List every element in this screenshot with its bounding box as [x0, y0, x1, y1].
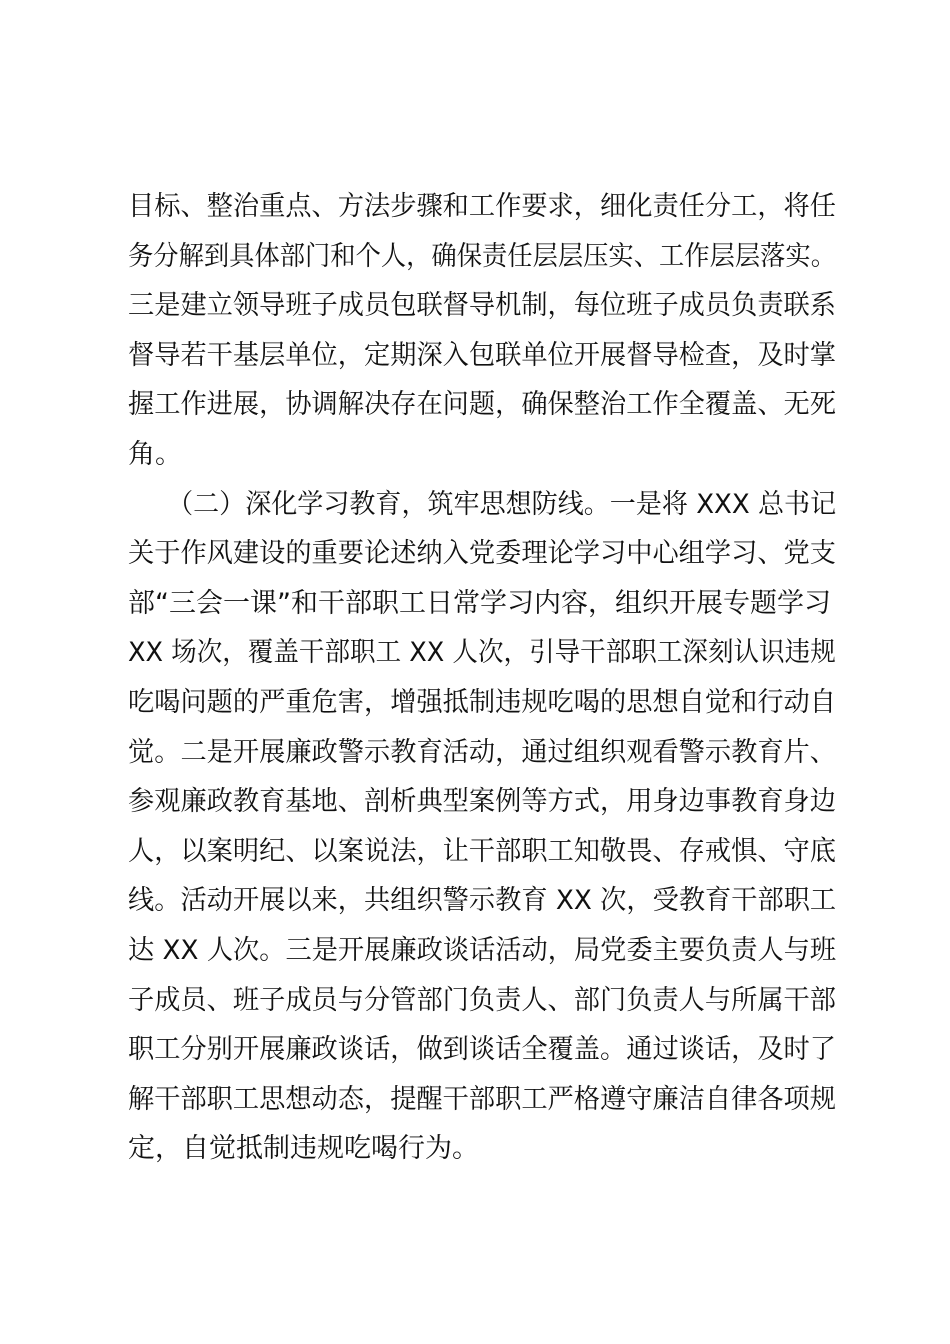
text-line: 线。活动开展以来，共组织警示教育 XX 次，受教育干部职工 — [128, 885, 837, 917]
text-line: 三是建立领导班子成员包联督导机制，每位班子成员负责联系 — [128, 290, 836, 322]
text-line: 角。 — [128, 438, 182, 470]
text-line: 觉。二是开展廉政警示教育活动，通过组织观看警示教育片、 — [128, 736, 836, 768]
text-line: 务分解到具体部门和个人，确保责任层层压实、工作层层落实。 — [128, 240, 836, 272]
text-line: 吃喝问题的严重危害，增强抵制违规吃喝的思想自觉和行动自 — [128, 686, 836, 718]
text-line: 解干部职工思想动态，提醒干部职工严格遵守廉洁自律各项规 — [128, 1083, 836, 1115]
text-line: 目标、整治重点、方法步骤和工作要求，细化责任分工，将任 — [128, 191, 836, 222]
text-line: 关于作风建设的重要论述纳入党委理论学习中心组学习、党支 — [128, 538, 836, 570]
text-line: 部“三会一课”和干部职工日常学习内容，组织开展专题学习 — [128, 587, 831, 619]
text-line: 职工分别开展廉政谈话，做到谈话全覆盖。通过谈话，及时了 — [128, 1034, 836, 1066]
text-line: 子成员、班子成员与分管部门负责人、部门负责人与所属干部 — [128, 984, 836, 1016]
text-line: XX 场次，覆盖干部职工 XX 人次，引导干部职工深刻认识违规 — [128, 637, 836, 669]
text-line: 人，以案明纪、以案说法，让干部职工知敬畏、存戒惧、守底 — [128, 835, 836, 867]
body-text — [128, 182, 836, 1174]
text-line: 达 XX 人次。三是开展廉政谈话活动，局党委主要负责人与班 — [128, 934, 837, 966]
text-line: 参观廉政教育基地、剖析典型案例等方式，用身边事教育身边 — [128, 786, 836, 818]
text-line: 定，自觉抵制违规吃喝行为。 — [128, 1133, 479, 1165]
text-line: 督导若干基层单位，定期深入包联单位开展督导检查，及时掌 — [128, 339, 836, 371]
text-line: 握工作进展，协调解决存在问题，确保整治工作全覆盖、无死 — [128, 389, 836, 421]
text-line: （二）深化学习教育，筑牢思想防线。一是将 XXX 总书记 — [128, 488, 837, 520]
